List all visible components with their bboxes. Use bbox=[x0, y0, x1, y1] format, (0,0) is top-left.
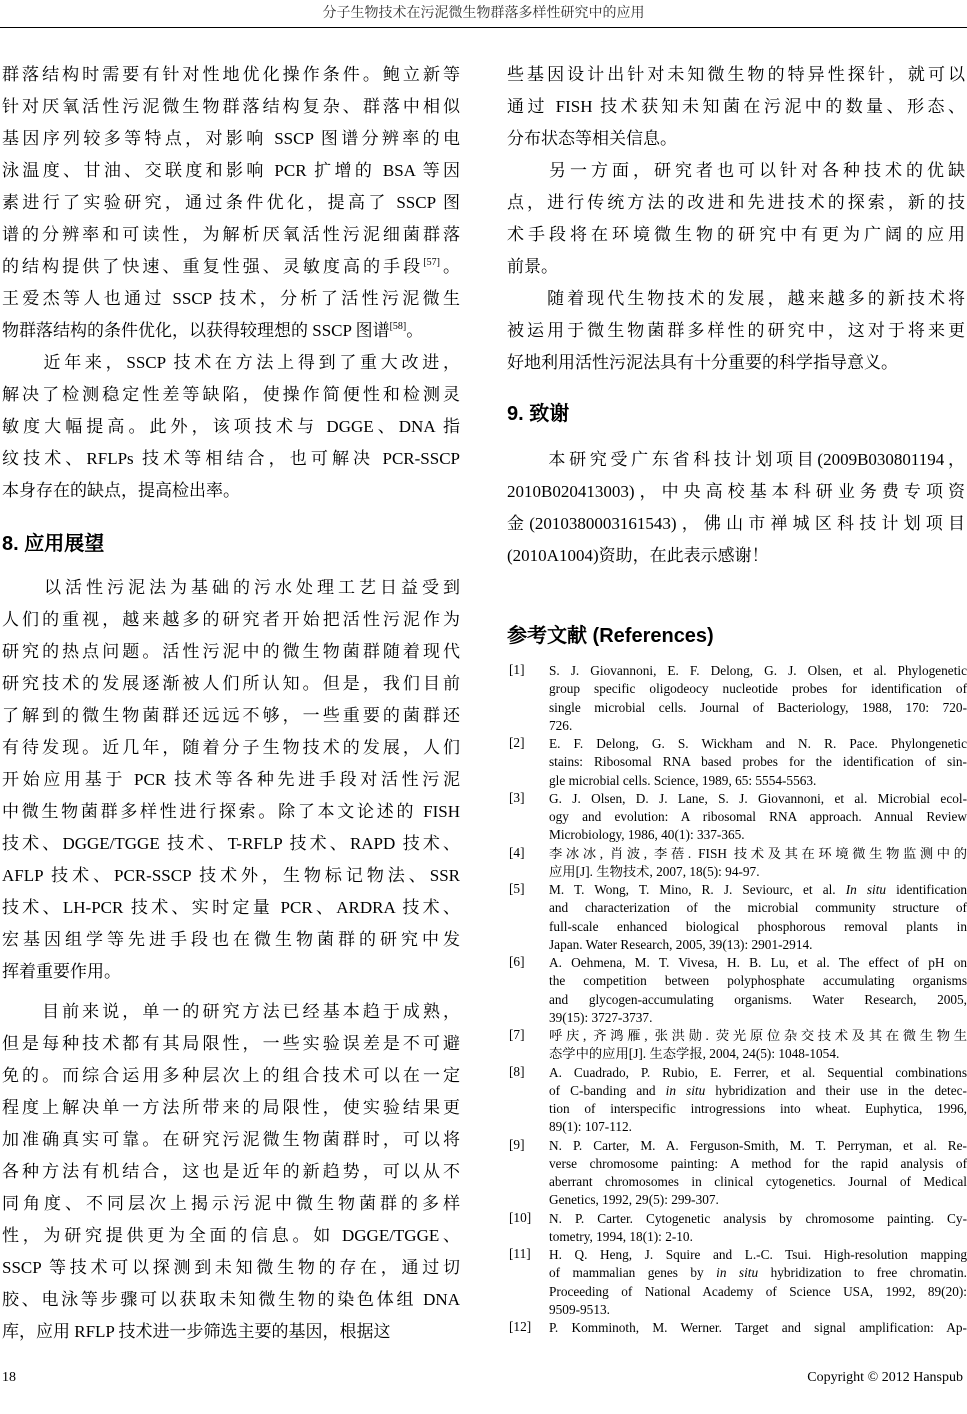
text-line: 研究技术的发展逐渐被人们所认知。但是，我们目前 bbox=[2, 674, 460, 693]
reference-item bbox=[507, 1319, 967, 1337]
reference-text bbox=[549, 881, 967, 954]
reference-text bbox=[549, 735, 967, 790]
text-line: 本研究受广东省科技计划项目(2009B030801194， bbox=[507, 450, 965, 469]
text-run: 。 bbox=[439, 257, 461, 276]
paragraph bbox=[2, 996, 460, 1348]
reference-number: [4] bbox=[509, 844, 525, 860]
reference-item bbox=[507, 1137, 967, 1210]
reference-line: tometry, 1994, 18(1): 2-10. bbox=[549, 1228, 693, 1244]
reference-number: [3] bbox=[509, 789, 525, 805]
reference-text bbox=[549, 790, 967, 845]
text-line: 分布状态等相关信息。 bbox=[507, 129, 677, 148]
text-run: In situ bbox=[845, 882, 887, 897]
text-line: 加准确真实可靠。在研究污泥微生物菌群时，可以将 bbox=[2, 1130, 460, 1149]
reference-line: single microbial cells. Journal of Bacteriology, 1988, 170: 720- bbox=[549, 699, 967, 715]
text-line: 点，进行传统方法的改进和先进技术的探索，新的技 bbox=[507, 193, 965, 212]
reference-text bbox=[549, 1210, 967, 1247]
text-line: (2010A1004)资助，在此表示感谢！ bbox=[507, 546, 769, 565]
reference-number: [11] bbox=[509, 1246, 531, 1261]
reference-text bbox=[549, 1319, 967, 1337]
text-line: 被运用于微生物菌群多样性的研究中，这对于将来更 bbox=[507, 321, 965, 340]
text-line: 研究的热点问题。活性污泥中的微生物菌群随着现代 bbox=[2, 642, 460, 661]
text-line: 基因序列较多等特点，对影响 SSCP 图谱分辨率的电 bbox=[2, 129, 460, 148]
citation-superscript: [57] bbox=[423, 257, 440, 268]
text-line: 挥着重要作用。 bbox=[2, 962, 121, 981]
reference-line: S. J. Giovannoni, E. F. Delong, G. J. Olsen, et al. Phylogenetic bbox=[549, 663, 967, 678]
text-line: 谱的分辨率和可读性，为解析厌氧活性污泥细菌群落 bbox=[2, 225, 460, 244]
reference-line: verse chromosome painting: A method for the rapid analysis of bbox=[549, 1155, 967, 1171]
reference-line: N. P. Carter, M. A. Ferguson-Smith, M. T. Perryman, et al. Re- bbox=[549, 1137, 967, 1153]
reference-line: H. Q. Heng, J. Squire and L.-C. Tsui. High-resolution mapping bbox=[549, 1247, 967, 1262]
text-line: 免的。而综合运用多种层次上的组合技术可以在一定 bbox=[2, 1066, 460, 1085]
reference-number: [6] bbox=[509, 954, 525, 969]
reference-number: [2] bbox=[509, 735, 525, 750]
text-line bbox=[2, 315, 460, 347]
text-run: identification bbox=[886, 882, 967, 897]
reference-line: Japan. Water Research, 2005, 39(13): 2901-2914. bbox=[549, 936, 813, 952]
reference-line: 李冰冰, 肖波, 李蓓. FISH 技术及其在环境微生物监测中的 bbox=[549, 845, 967, 861]
text-line: AFLP 技术、PCR-SSCP 技术外，生物标记物法、SSR bbox=[2, 866, 460, 885]
section-heading-9: 9. 致谢 bbox=[507, 403, 570, 425]
reference-line: 89(1): 107-112. bbox=[549, 1119, 632, 1135]
text-line bbox=[2, 251, 460, 283]
text-line: 以活性污泥法为基础的污水处理工艺日益受到 bbox=[2, 578, 460, 597]
reference-line: Genetics, 1992, 29(5): 299-307. bbox=[549, 1192, 719, 1208]
reference-line: stains: Ribosomal RNA based probes for the identification of sin- bbox=[549, 754, 967, 770]
reference-line: gle microbial cells. Science, 1989, 65: 5554-5563. bbox=[549, 772, 817, 788]
reference-text bbox=[549, 1027, 967, 1064]
page-number: 18 bbox=[2, 1370, 16, 1385]
text-line: 技术、LH-PCR 技术、实时定量 PCR、ARDRA 技术、 bbox=[2, 898, 460, 917]
reference-item bbox=[507, 662, 967, 735]
reference-line: G. J. Olsen, D. J. Lane, S. J. Giovannoni, et al. Microbial ecol- bbox=[549, 790, 967, 806]
text-line: 2010B020413003)，中央高校基本科研业务费专项资 bbox=[507, 482, 965, 501]
section-heading-8: 8. 应用展望 bbox=[2, 533, 105, 555]
reference-number: [8] bbox=[509, 1063, 525, 1079]
reference-line: A. Cuadrado, P. Rubio, E. Ferrer, et al. Sequential combinations bbox=[549, 1064, 967, 1080]
header-divider bbox=[0, 27, 967, 28]
text-line: 泳温度、甘油、交联度和影响 PCR 扩增的 BSA 等因 bbox=[2, 161, 460, 180]
reference-line: the competition between polyphosphate accumulating organisms bbox=[549, 973, 967, 989]
text-line: 王爱杰等人也通过 SSCP 技术，分析了活性污泥微生 bbox=[2, 289, 460, 308]
reference-number: [5] bbox=[509, 881, 525, 896]
reference-list bbox=[507, 662, 967, 1337]
text-line: 胶、电泳等步骤可以获取未知微生物的染色体组 DNA bbox=[2, 1290, 460, 1309]
reference-number: [1] bbox=[509, 662, 525, 677]
paragraph bbox=[507, 283, 965, 379]
reference-line: 态学中的应用[J]. 生态学报, 2004, 24(5): 1048-1054. bbox=[549, 1046, 840, 1062]
reference-text bbox=[549, 954, 967, 1027]
text-run: of C-banding and bbox=[549, 1082, 666, 1098]
copyright: Copyright © 2012 Hanspub bbox=[807, 1370, 963, 1385]
reference-line: E. F. Delong, G. S. Wickham and N. R. Pace. Phylongenetic bbox=[549, 736, 967, 751]
text-line: 性，为研究提供更为全面的信息。如 DGGE/TGGE、 bbox=[2, 1226, 460, 1245]
reference-line bbox=[549, 881, 967, 899]
references-heading: 参考文献 (References) bbox=[507, 625, 714, 647]
paragraph bbox=[2, 572, 460, 988]
text-line: 有待发现。近几年，随着分子生物技术的发展，人们 bbox=[2, 738, 460, 757]
text-line: 近年来，SSCP 技术在方法上得到了重大改进， bbox=[2, 353, 460, 372]
text-line: 术手段将在环境微生物的研究中有更为广阔的应用 bbox=[507, 225, 965, 244]
text-line: 中微生物菌群多样性进行探索。除了本文论述的 FISH bbox=[2, 802, 460, 821]
paragraph bbox=[507, 59, 965, 155]
reference-text bbox=[549, 1064, 967, 1137]
reference-line: ogy and evolution: A ribosomal RNA approach. Annual Review bbox=[549, 809, 967, 824]
reference-line: aberrant chromosomes in clinical cytogenetics. Journal of Medical bbox=[549, 1174, 967, 1189]
text-line: 随着现代生物技术的发展，越来越多的新技术将 bbox=[507, 289, 965, 308]
paragraph bbox=[507, 155, 965, 283]
reference-number: [7] bbox=[509, 1027, 525, 1042]
text-run: in situ bbox=[716, 1265, 759, 1281]
text-line: 好地利用活性污泥法具有十分重要的科学指导意义。 bbox=[507, 353, 898, 372]
reference-line: Microbiology, 1986, 40(1): 337-365. bbox=[549, 827, 745, 843]
text-line: 针对厌氧活性污泥微生物群落结构复杂、群落中相似 bbox=[2, 97, 460, 116]
paragraph bbox=[2, 59, 460, 347]
reference-line: and glycogen-accumulating organisms. Water Research, 2005, bbox=[549, 991, 967, 1007]
text-line: 前景。 bbox=[507, 257, 558, 276]
text-line: 库，应用 RFLP 技术进一步筛选主要的基因，根据这 bbox=[2, 1322, 391, 1341]
reference-line: A. Oehmena, M. T. Vivesa, H. B. Lu, et al. The effect of pH on bbox=[549, 955, 967, 970]
reference-line: group specific oligodeocy nucleotide probes for identification of bbox=[549, 681, 967, 697]
reference-line: 9509-9513. bbox=[549, 1301, 610, 1317]
text-line: 程度上解决单一方法所带来的局限性，使实验结果更 bbox=[2, 1098, 460, 1117]
text-run: 的结构提供了快速、重复性强、灵敏度高的手段 bbox=[2, 257, 424, 276]
paragraph bbox=[507, 444, 965, 572]
reference-line: tion of interspecific introgressions into wheat. Euphytica, 1996, bbox=[549, 1101, 967, 1116]
reference-line: 726. bbox=[549, 717, 573, 733]
reference-item bbox=[507, 954, 967, 1027]
text-line: 但是每种技术都有其局限性，一些实验误差是不可避 bbox=[2, 1034, 460, 1053]
text-run: in situ bbox=[665, 1082, 706, 1098]
reference-number: [10] bbox=[509, 1209, 532, 1225]
reference-line: P. Komminoth, M. Werner. Target and signal amplification: Ap- bbox=[549, 1320, 967, 1335]
reference-line: 39(15): 3727-3737. bbox=[549, 1009, 653, 1025]
reference-text bbox=[549, 1137, 967, 1210]
running-header: 分子生物技术在污泥微生物群落多样性研究中的应用 bbox=[322, 6, 645, 21]
reference-line: 呼庆, 齐鸿雁, 张洪勋. 荧光原位杂交技术及其在微生物生 bbox=[549, 1028, 967, 1043]
paragraph bbox=[2, 347, 460, 507]
reference-text bbox=[549, 1246, 967, 1319]
reference-line: Proceeding of National Academy of Science USA, 1992, 89(20): bbox=[549, 1283, 967, 1299]
reference-line bbox=[549, 1264, 967, 1282]
text-line: 本身存在的缺点，提高检出率。 bbox=[2, 481, 240, 500]
text-line: 另一方面，研究者也可以针对各种技术的优缺 bbox=[507, 161, 965, 180]
reference-line bbox=[549, 1082, 967, 1100]
reference-number: [12] bbox=[509, 1319, 532, 1334]
reference-item bbox=[507, 1064, 967, 1137]
text-line: 敏度大幅提高。此外，该项技术与 DGGE、DNA 指 bbox=[2, 417, 460, 436]
reference-item bbox=[507, 1210, 967, 1247]
text-line: 解决了检测稳定性差等缺陷，使操作简便性和检测灵 bbox=[2, 385, 460, 404]
text-run: M. T. Wong, T. Mino, R. J. Seviourc, et al. bbox=[549, 882, 846, 897]
reference-item bbox=[507, 881, 967, 954]
reference-item bbox=[507, 845, 967, 882]
text-line: 技术、DGGE/TGGE 技术、T-RFLP 技术、RAPD 技术、 bbox=[2, 834, 460, 853]
text-line: 些基因设计出针对未知微生物的特异性探针，就可以 bbox=[507, 65, 965, 84]
reference-line: and characterization of the microbial community structure of bbox=[549, 900, 967, 916]
reference-line: 应用[J]. 生物技术, 2007, 18(5): 94-97. bbox=[549, 863, 760, 879]
reference-item bbox=[507, 790, 967, 845]
text-line: SSCP 等技术可以探测到未知微生物的存在，通过切 bbox=[2, 1258, 460, 1277]
reference-item bbox=[507, 1027, 967, 1064]
text-run: hybridization and their use in the detec- bbox=[705, 1082, 967, 1098]
text-line: 目前来说，单一的研究方法已经基本趋于成熟， bbox=[2, 1002, 460, 1021]
text-line: 素进行了实验研究，通过条件优化，提高了 SSCP 图 bbox=[2, 193, 460, 212]
text-line: 宏基因组学等先进手段也在微生物菌群的研究中发 bbox=[2, 930, 460, 949]
reference-line: full-scale enhanced biological phosphorous removal plants in bbox=[549, 918, 967, 934]
text-line: 了解到的微生物菌群还远远不够，一些重要的菌群还 bbox=[2, 706, 460, 725]
text-line: 通过 FISH 技术获知未知菌在污泥中的数量、形态、 bbox=[507, 97, 965, 116]
text-line: 各种方法有机结合，这也是近年的新趋势，可以从不 bbox=[2, 1162, 460, 1181]
text-line: 同角度、不同层次上揭示污泥中微生物菌群的多样 bbox=[2, 1194, 460, 1213]
reference-text bbox=[549, 845, 967, 882]
text-run: 物群落结构的条件优化，以获得较理想的 SSCP 图谱 bbox=[2, 321, 390, 340]
text-line: 人们的重视，越来越多的研究者开始把活性污泥作为 bbox=[2, 610, 460, 629]
reference-item bbox=[507, 735, 967, 790]
text-run: hybridization to free chromatin. bbox=[758, 1265, 967, 1281]
reference-item bbox=[507, 1246, 967, 1319]
text-run: 。 bbox=[406, 321, 424, 340]
text-run: of mammalian genes by bbox=[549, 1265, 717, 1281]
citation-superscript: [58] bbox=[389, 321, 407, 332]
reference-text bbox=[549, 662, 967, 735]
text-line: 开始应用基于 PCR 技术等各种先进手段对活性污泥 bbox=[2, 770, 460, 789]
reference-line: N. P. Carter. Cytogenetic analysis by chromosome painting. Cy- bbox=[549, 1210, 967, 1226]
text-line: 纹技术、RFLPs 技术等相结合，也可解决 PCR-SSCP bbox=[2, 449, 460, 468]
text-line: 金(2010380003161543)，佛山市禅城区科技计划项目 bbox=[507, 514, 965, 533]
text-line: 群落结构时需要有针对性地优化操作条件。鲍立新等 bbox=[2, 65, 460, 84]
reference-number: [9] bbox=[509, 1136, 525, 1152]
